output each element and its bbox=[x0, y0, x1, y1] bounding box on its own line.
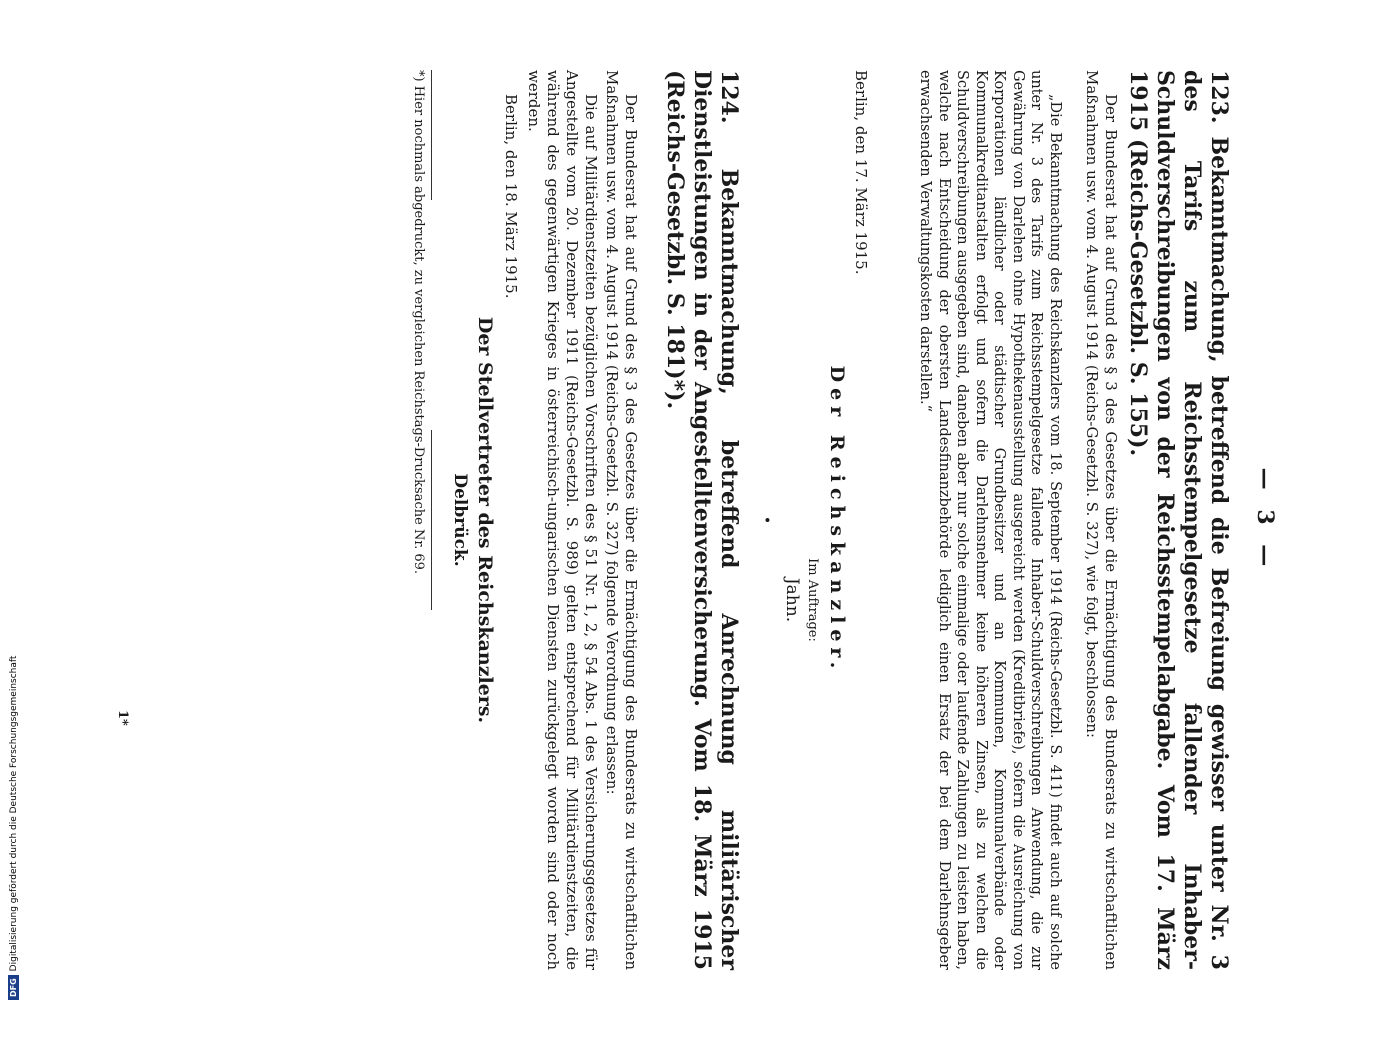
dfg-logo: DFG bbox=[8, 975, 19, 1000]
section-124-heading: 124. Bekanntmachung, betreffend Anrechnung militärischer Dienstleistungen in der Angestelltenversicherung. Vom 18. März 1915 (Reichs-Gesetzbl. S. 181)*). bbox=[662, 70, 742, 970]
section-123-heading: 123. Bekanntmachung, betreffend die Befreiung gewisser unter Nr. 3 des Tarifs zum Reichsstempelgesetze fallender Inhaber-Schuldverschreibungen von der Reichsstempelabgabe. Vom 17. März 1915 (Reichs-Gesetzbl. S. 155). bbox=[1125, 70, 1232, 970]
footnote: *) Hier nochmals abgedruckt, zu vergleichen Reichstags-Drucksache Nr. 69. bbox=[411, 70, 426, 575]
section-124-paragraph: Der Bundesrat hat auf Grund des § 3 des Gesetzes über die Ermächtigung des Bundesrats zu wirtschaftlichen Maßnahmen usw. vom 4. August 1914 (Reichs-Gesetzbl. S. 327) folgende Verordnung erlassen: bbox=[603, 70, 640, 970]
page-number: — 3 — bbox=[1252, 467, 1278, 573]
section-123-signature-title: Der Reichskanzler. bbox=[826, 365, 848, 675]
signature-mark: 1* bbox=[115, 710, 130, 726]
rotated-page-content bbox=[130, 70, 1290, 970]
section-123-signature-by: Im Auftrage: bbox=[805, 558, 820, 642]
digitization-note bbox=[8, 656, 19, 1000]
footnote-rule-left bbox=[431, 70, 432, 200]
digitization-text: Digitalisierung gefördert durch die Deutsche Forschungsgemeinschaft bbox=[8, 655, 19, 972]
section-separator-dot: • bbox=[758, 515, 774, 525]
footnote-rule-right bbox=[431, 430, 432, 610]
section-124-signature-title: Der Stellvertreter des Reichskanzlers. bbox=[474, 316, 496, 724]
section-124-signature-name: Delbrück. bbox=[450, 473, 470, 567]
section-123-signature-name: Jahn. bbox=[782, 577, 802, 623]
section-124-date: Berlin, den 18. März 1915. bbox=[502, 94, 520, 299]
section-124-regulation: Die auf Militärdienstzeiten bezüglichen Vorschriften des § 51 Nr. 1, 2, § 54 Abs. 1 des Versicherungsgesetzes für Angestellte vom 20. Dezember 1911 (Reichs-Gesetzbl. S. 989) gelten entsprechend für Militärdienstzeiten, die während des gegenwärtigen Krieges in österreichisch-ungarischen Diensten zurückgelegt worden sind oder noch werden. bbox=[525, 70, 600, 970]
section-123-quote: „Die Bekanntmachung des Reichskanzlers vom 18. September 1914 (Reichs-Gesetzbl. S. 411) findet auch auf solche unter Nr. 3 des Tarifs zum Reichsstempelgesetze fallende Inhaber-Schuldverschreibungen Anwendung, die zur Gewährung von Darlehen ohne Hypothekenausstellung ausgereicht werden (Kreditbriefe), sofern die Ausreichung von Korporationen ländlicher oder städtischer Grundbesitzer und an Kommunen, Kommunalverbände oder Kommunalkreditanstalten erfolgt und sofern die Darlehnsnehmer keine höheren Zinsen, als zu welchen die Schuldverschreibungen ausgegeben sind, daneben aber nur solche einmalige oder laufende Zahlungen zu leisten haben, welche nach Entscheidung der obersten Landesfinanzbehörde lediglich einen Ersatz der bei dem Darlehnsgeber erwachsenden Verwaltungskosten darstellen.“ bbox=[917, 70, 1063, 970]
section-123-paragraph: Der Bundesrat hat auf Grund des § 3 des Gesetzes über die Ermächtigung des Bundesrats zu wirtschaftlichen Maßnahmen usw. vom 4. August 1914 (Reichs-Gesetzbl. S. 327), wie folgt, beschlossen: bbox=[1083, 70, 1120, 970]
section-123-date: Berlin, den 17. März 1915. bbox=[852, 70, 870, 275]
document-page bbox=[130, 70, 1330, 970]
